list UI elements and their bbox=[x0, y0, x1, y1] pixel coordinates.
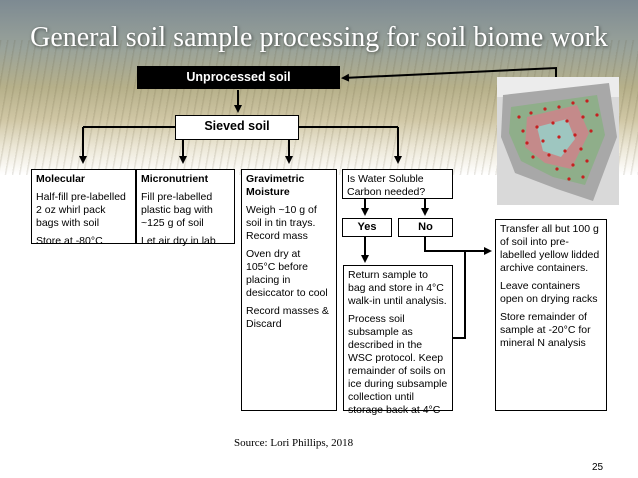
molecular-step-2: Store at -80°C bbox=[36, 235, 103, 247]
micronutrient-heading: Micronutrient bbox=[141, 173, 209, 185]
yes-branch-step-1: Return sample to bag and store in 4°C walk-in until analysis. bbox=[348, 269, 447, 307]
yes-box: Yes bbox=[342, 218, 392, 237]
sieved-soil-box: Sieved soil bbox=[175, 115, 299, 140]
gravimetric-heading: Gravimetric Moisture bbox=[246, 173, 305, 198]
yes-branch-box bbox=[343, 265, 453, 416]
molecular-step-1: Half-fill pre-labelled 2 oz whirl pack bags with soil bbox=[36, 191, 126, 229]
gravimetric-moisture-box bbox=[241, 169, 337, 411]
micronutrient-step-1: Fill pre-labelled plastic bag with ~125 g of soil bbox=[141, 191, 213, 229]
unprocessed-soil-box: Unprocessed soil bbox=[137, 66, 340, 89]
source-citation: Source: Lori Phillips, 2018 bbox=[234, 437, 354, 449]
gravimetric-step-1: Weigh ~10 g of soil in tin trays. Record mass bbox=[246, 204, 317, 242]
no-branch-step-1: Transfer all but 100 g of soil into pre-labelled yellow lidded archive containers. bbox=[500, 223, 600, 274]
slide-title: General soil sample processing for soil biome work bbox=[30, 22, 608, 53]
molecular-heading: Molecular bbox=[36, 173, 86, 185]
yes-branch-step-2: Process soil subsample as described in the WSC protocol. Keep remainder of soils on ice during subsample collection until storage back at 4°C bbox=[348, 313, 448, 416]
no-box: No bbox=[398, 218, 453, 237]
no-branch-step-3: Store remainder of sample at -20°C for mineral N analysis bbox=[500, 311, 591, 349]
micronutrient-step-2: Let air dry in lab bbox=[141, 235, 216, 247]
wsc-question-box bbox=[342, 169, 453, 199]
page-number: 25 bbox=[592, 462, 604, 473]
no-branch-box bbox=[495, 219, 607, 411]
gravimetric-step-2: Oven dry at 105°C before placing in desiccator to cool bbox=[246, 248, 328, 299]
wsc-question-text: Is Water Soluble Carbon needed? bbox=[347, 173, 426, 198]
molecular-box bbox=[31, 169, 136, 247]
no-branch-step-2: Leave containers open on drying racks bbox=[500, 280, 598, 305]
micronutrient-box bbox=[136, 169, 235, 247]
gravimetric-step-3: Record masses & Discard bbox=[246, 305, 329, 330]
